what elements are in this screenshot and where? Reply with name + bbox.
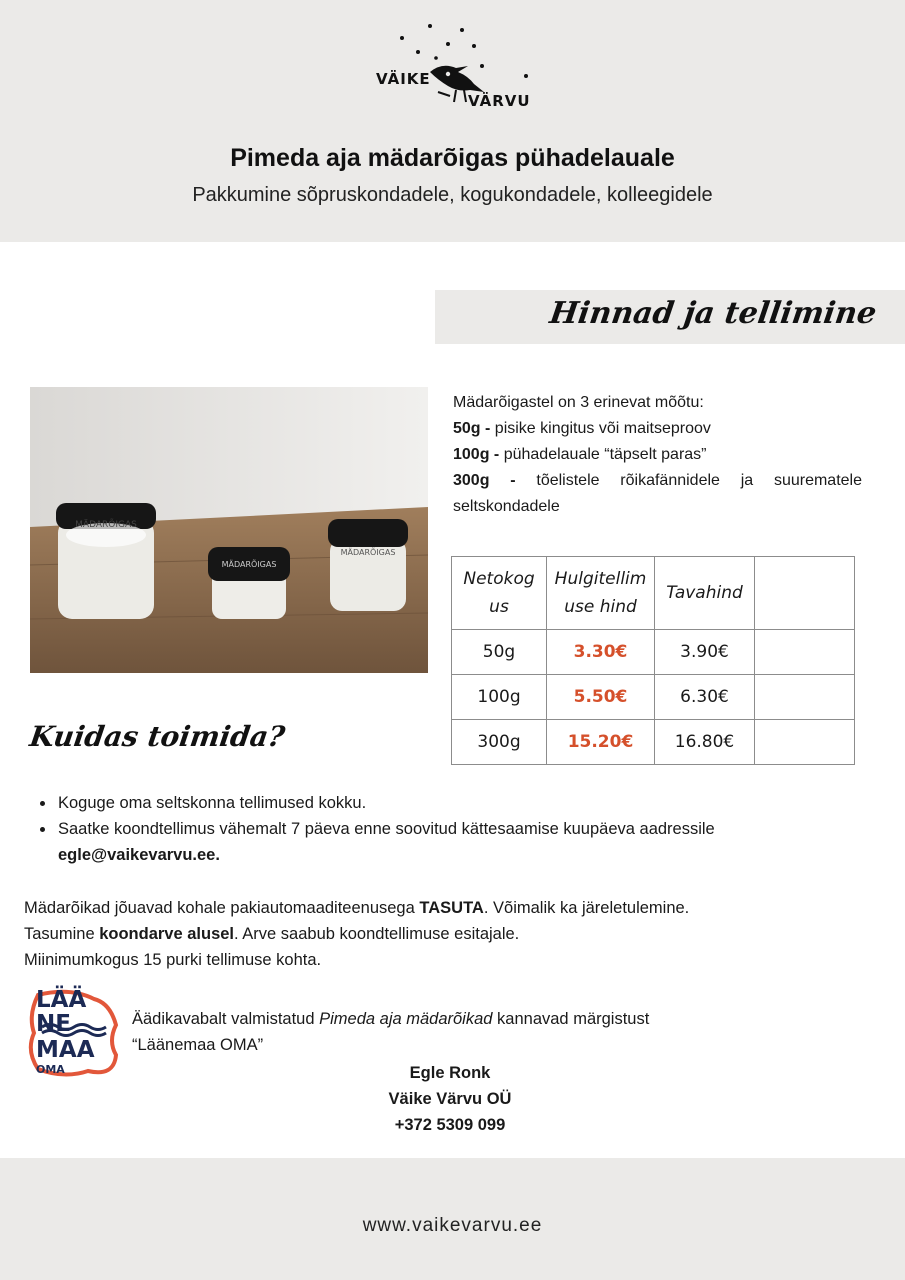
sizes-description — [453, 390, 862, 520]
price-table — [451, 556, 855, 765]
minimum-line: Miinimumkogus 15 purki tellimuse kohta. — [24, 951, 322, 969]
jar-label: MÄDARÕIGAS — [221, 560, 277, 569]
website-link[interactable]: www.vaikevarvu.ee — [362, 1215, 543, 1236]
jar-label: MÄDARÕIGAS — [75, 520, 137, 530]
cell-extra — [755, 675, 855, 720]
size-line-300g-cont: seltskondadele — [453, 498, 560, 515]
how-heading: Kuidas toimida? — [27, 720, 287, 753]
sizes-intro: Mädarõigastel on 3 erinevat mõõtu: — [453, 394, 704, 411]
product-photo — [30, 387, 428, 673]
table-row — [452, 630, 855, 675]
delivery-line: Mädarõikad jõuavad kohale pakiautomaaditeenusega TASUTA. Võimalik ka järeletulemine. — [24, 899, 690, 917]
jar-label: MÄDARÕIGAS — [340, 548, 396, 557]
logo-word-left: VÄIKE — [376, 70, 431, 88]
page-subtitle: Pakkumine sõpruskondadele, kogukondadele, kolleegidele — [192, 184, 713, 206]
badge-line4: OMA — [36, 1063, 65, 1076]
cell-extra — [755, 630, 855, 675]
list-item: • Saatke koondtellimus vähemalt 7 päeva enne soovitud kättesaamise kuupäeva aadressile egle@vaikevarvu.ee. — [56, 816, 846, 868]
header-net: Netokog us — [452, 557, 547, 630]
logo-word-right: VÄRVU — [468, 92, 531, 110]
prices-heading: Hinnad ja tellimine — [547, 296, 879, 331]
label-note-line2: “Läänemaa OMA” — [132, 1036, 264, 1054]
header-extra — [755, 557, 855, 630]
cell-net: 50g — [452, 630, 547, 675]
cell-regular: 16.80€ — [655, 720, 755, 765]
badge-line2: NE — [36, 1011, 71, 1037]
laanemaa-oma-badge — [24, 985, 120, 1081]
contact-block — [340, 1060, 560, 1138]
cell-regular: 3.90€ — [655, 630, 755, 675]
header-band — [0, 0, 905, 242]
delivery-info — [24, 895, 689, 973]
cell-extra — [755, 720, 855, 765]
contact-phone[interactable]: +372 5309 099 — [394, 1116, 506, 1134]
table-row — [452, 720, 855, 765]
brand-logo — [372, 18, 534, 118]
email-link[interactable]: egle@vaikevarvu.ee. — [58, 846, 220, 864]
table-row — [452, 675, 855, 720]
list-item: • Koguge oma seltskonna tellimused kokku. — [56, 790, 846, 816]
contact-company: Väike Värvu OÜ — [388, 1090, 512, 1108]
cell-bulk: 5.50€ — [547, 675, 655, 720]
steps-list — [38, 790, 846, 868]
badge-line1: LÄÄ — [36, 987, 87, 1013]
badge-line3: MAA — [36, 1037, 95, 1063]
cell-bulk: 15.20€ — [547, 720, 655, 765]
table-header-row — [452, 557, 855, 630]
prices-banner — [435, 290, 905, 344]
label-note — [132, 1006, 772, 1058]
size-line-300g: 300g - tõelistele rõikafännidele ja suurematele — [453, 472, 862, 489]
payment-line: Tasumine koondarve alusel. Arve saabub koondtellimuse esitajale. — [24, 925, 520, 943]
page-title: Pimeda aja mädarõigas pühadelauale — [230, 144, 675, 172]
contact-name: Egle Ronk — [409, 1064, 491, 1082]
header-regular: Tavahind — [655, 557, 755, 630]
cell-net: 300g — [452, 720, 547, 765]
cell-net: 100g — [452, 675, 547, 720]
size-line-50g: 50g - pisike kingitus või maitseproov — [453, 420, 711, 437]
cell-bulk: 3.30€ — [547, 630, 655, 675]
header-bulk: Hulgitellim use hind — [547, 557, 655, 630]
size-line-100g: 100g - pühadelauale “täpselt paras” — [453, 446, 707, 463]
cell-regular: 6.30€ — [655, 675, 755, 720]
label-note-line1: Äädikavabalt valmistatud Pimeda aja mädarõikad kannavad märgistust — [132, 1010, 650, 1028]
